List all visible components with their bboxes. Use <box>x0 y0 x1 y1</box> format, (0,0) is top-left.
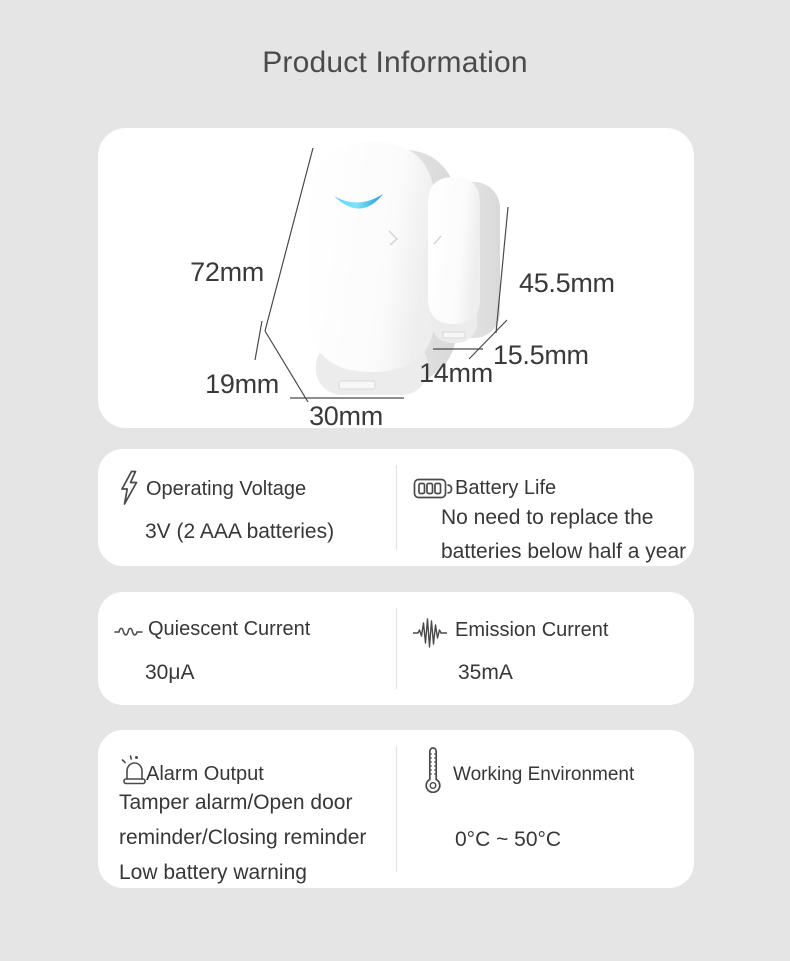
emission-current-label: Emission Current <box>455 619 609 641</box>
alarm-output-value-line3: Low battery warning <box>119 861 307 884</box>
page-title: Product Information <box>262 46 528 79</box>
thermometer-icon <box>423 745 443 793</box>
dim-magnet-depth: 15.5mm <box>493 340 589 370</box>
working-environment-value: 0°C ~ 50°C <box>455 828 562 851</box>
alarm-output-value-line1: Tamper alarm/Open door <box>119 791 353 814</box>
door-sensor-diagram <box>98 128 694 428</box>
dim-main-height: 72mm <box>190 257 264 287</box>
card-divider <box>396 608 397 689</box>
dim-magnet-height: 45.5mm <box>519 268 615 298</box>
quiescent-current-value: 30μA <box>145 661 195 684</box>
dim-main-depth: 19mm <box>205 369 279 399</box>
quiescent-wave-icon <box>114 625 144 637</box>
lightning-icon <box>119 470 139 506</box>
alarm-output-value-line2: reminder/Closing reminder <box>119 826 367 849</box>
battery-life-label: Battery Life <box>455 477 557 499</box>
spec-card-alarm-environment <box>98 730 694 888</box>
battery-life-value-line1: No need to replace the <box>441 506 654 529</box>
battery-icon <box>413 477 453 501</box>
alarm-output-label: Alarm Output <box>146 763 264 785</box>
spec-card-power <box>98 449 694 566</box>
card-divider <box>396 465 397 550</box>
alarm-siren-icon <box>119 754 149 786</box>
operating-voltage-value: 3V (2 AAA batteries) <box>145 520 335 543</box>
quiescent-current-label: Quiescent Current <box>148 618 311 640</box>
working-environment-label: Working Environment <box>453 764 635 785</box>
spec-card-current <box>98 592 694 705</box>
battery-life-value-line2: batteries below half a year <box>441 540 687 563</box>
emission-current-value: 35mA <box>458 661 513 684</box>
dim-magnet-width: 14mm <box>419 358 493 388</box>
card-divider <box>396 746 397 872</box>
magnet-unit <box>428 177 500 343</box>
dim-main-width: 30mm <box>309 401 383 428</box>
emission-signal-icon <box>412 617 448 649</box>
product-diagram-card <box>98 128 694 428</box>
operating-voltage-label: Operating Voltage <box>146 478 307 500</box>
